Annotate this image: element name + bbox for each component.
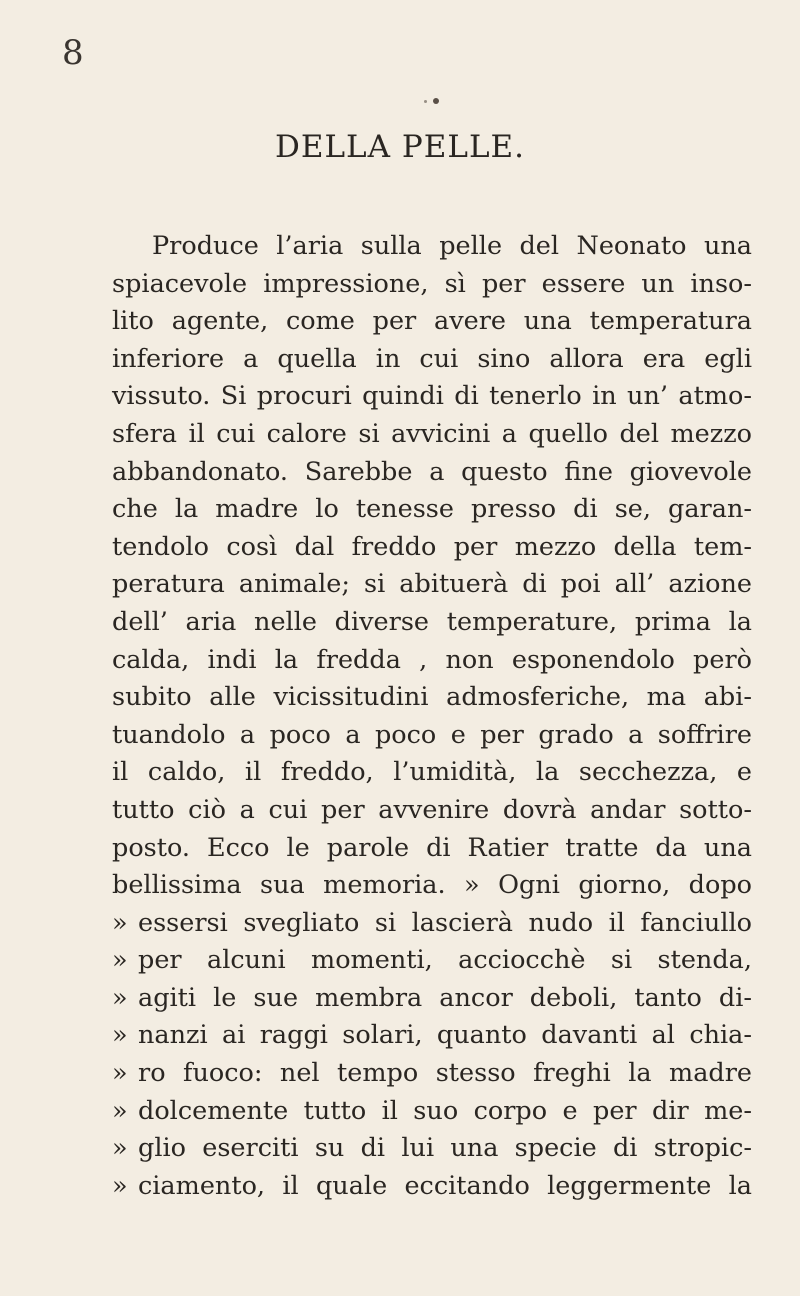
text-line: abbandonato. Sarebbe a questo fine giovevole (112, 456, 752, 487)
text-line: inferiore a quella in cui sino allora era egli (112, 343, 752, 374)
text-line: » dolcemente tutto il suo corpo e per dir me- (112, 1093, 752, 1131)
text-line: » per alcuni momenti, acciocchè si stenda, (112, 942, 752, 980)
text-line: che la madre lo tenesse presso di se, garan- (112, 494, 752, 525)
text-line: tuandolo a poco a poco e per grado a soffrire (112, 719, 752, 750)
body-paragraph (112, 228, 752, 1205)
text-line: vissuto. Si procuri quindi di tenerlo in un’ atmo- (112, 381, 752, 412)
chapter-title: DELLA PELLE. (274, 129, 526, 165)
text-line: » nanzi ai raggi solari, quanto davanti al chia- (112, 1017, 752, 1055)
text-line: bellissima sua memoria. » Ogni giorno, dopo (112, 870, 752, 901)
text-line: peratura animale; si abituerà di poi all’ azione (112, 569, 752, 600)
text-line: lito agente, come per avere una temperatura (112, 306, 752, 337)
text-line: il caldo, il freddo, l’umidità, la secchezza, e (112, 757, 752, 788)
text-line: tutto ciò a cui per avvenire dovrà andar sotto- (112, 794, 752, 825)
text-line: » ro fuoco: nel tempo stesso freghi la madre (112, 1055, 752, 1093)
page-number: 8 (62, 33, 84, 73)
ink-speck (433, 98, 439, 104)
text-line: dell’ aria nelle diverse temperature, prima la (112, 606, 752, 637)
text-line: posto. Ecco le parole di Ratier tratte da una (112, 832, 752, 863)
text-line: sfera il cui calore si avvicini a quello del mezzo (112, 418, 752, 449)
text-line: » essersi svegliato si lascierà nudo il fanciullo (112, 905, 752, 943)
text-line: subito alle vicissitudini admosferiche, ma abi- (112, 682, 752, 713)
text-line: » glio eserciti su di lui una specie di stropic- (112, 1130, 752, 1168)
ink-speck (424, 100, 427, 103)
text-line: calda, indi la fredda , non esponendolo però (112, 644, 752, 675)
text-line: spiacevole impressione, sì per essere un inso- (112, 268, 752, 299)
text-line: tendolo così dal freddo per mezzo della tem- (112, 531, 752, 562)
text-line: » agiti le sue membra ancor deboli, tanto di- (112, 980, 752, 1018)
text-line: Produce l’aria sulla pelle del Neonato una (152, 231, 752, 261)
text-line: » ciamento, il quale eccitando leggermente la (112, 1168, 752, 1206)
